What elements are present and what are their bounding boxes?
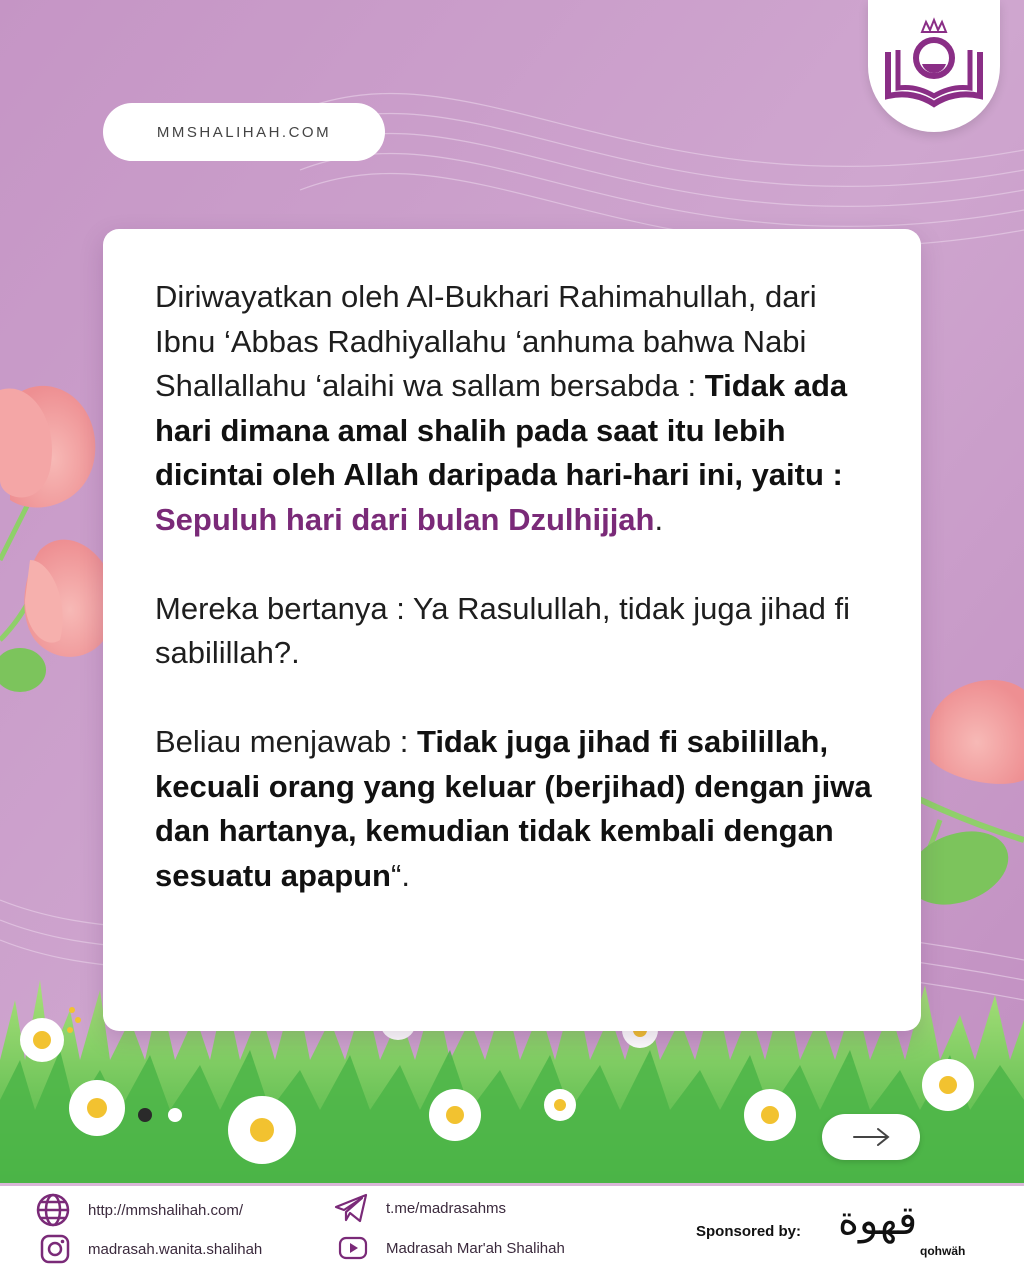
pagination-dots (138, 1108, 182, 1122)
brand-logo-badge (868, 0, 1000, 132)
sponsor-name-latin: qohwäh (920, 1244, 966, 1258)
instagram-icon (40, 1234, 70, 1264)
site-url-pill[interactable] (103, 103, 385, 161)
next-slide-button[interactable] (822, 1114, 920, 1160)
card-text (155, 275, 885, 898)
crown-book-logo-icon (882, 12, 986, 116)
telegram-icon (334, 1193, 368, 1223)
footer-youtube-label: Madrasah Mar'ah Shalihah (386, 1239, 565, 1257)
para2-text: Mereka bertanya : Ya Rasulullah, tidak juga jihad fi sabilillah?. (155, 590, 851, 670)
para1-bold: Tidak ada hari dimana amal shalih pada saat itu lebih dicintai oleh Allah daripada hari-hari ini, yaitu : (155, 368, 848, 492)
footer-website-link[interactable] (36, 1193, 243, 1227)
para1-prefix: Diriwayatkan oleh Al-Bukhari Rahimahullah, dari Ibnu ‘Abbas Radhiyallahu ‘anhuma bahwa Nabi Shallallahu ‘alaihi wa sallam bersabda : (155, 279, 817, 403)
footer-website-label: http://mmshalihah.com/ (88, 1201, 244, 1219)
para1-end: . (654, 501, 664, 537)
footer-top-border (0, 1183, 1024, 1186)
sponsor-label: Sponsored by: (696, 1223, 802, 1240)
hadith-paragraph-1 (155, 275, 885, 542)
hadith-paragraph-3 (155, 720, 885, 898)
hadith-paragraph-2 (155, 587, 885, 676)
footer-youtube-link[interactable] (338, 1236, 565, 1260)
pagination-dot-2[interactable] (168, 1108, 182, 1122)
arrow-right-icon (852, 1126, 892, 1148)
globe-icon (36, 1193, 70, 1227)
footer-telegram-label: t.me/madrasahms (386, 1199, 507, 1217)
para3-bold: Tidak juga jihad fi sabilillah, kecuali orang yang keluar (berjihad) dengan jiwa dan hartanya, kemudian tidak kembali dengan sesuatu apapun (155, 724, 872, 893)
pagination-dot-1[interactable] (138, 1108, 152, 1122)
para1-highlight: Sepuluh hari dari bulan Dzulhijjah (155, 501, 655, 537)
site-url-label: MMSHALIHAH.COM (156, 123, 332, 141)
footer-instagram-link[interactable] (40, 1234, 262, 1264)
youtube-icon (338, 1236, 368, 1260)
sponsor-logo (832, 1198, 982, 1268)
footer-telegram-link[interactable] (334, 1193, 506, 1223)
sponsor-name-arabic: قهوة (838, 1198, 918, 1244)
para3-prefix: Beliau menjawab : (155, 724, 417, 759)
footer-instagram-label: madrasah.wanita.shalihah (88, 1240, 263, 1258)
para3-end: “. (391, 857, 410, 893)
content-card (103, 229, 921, 1031)
